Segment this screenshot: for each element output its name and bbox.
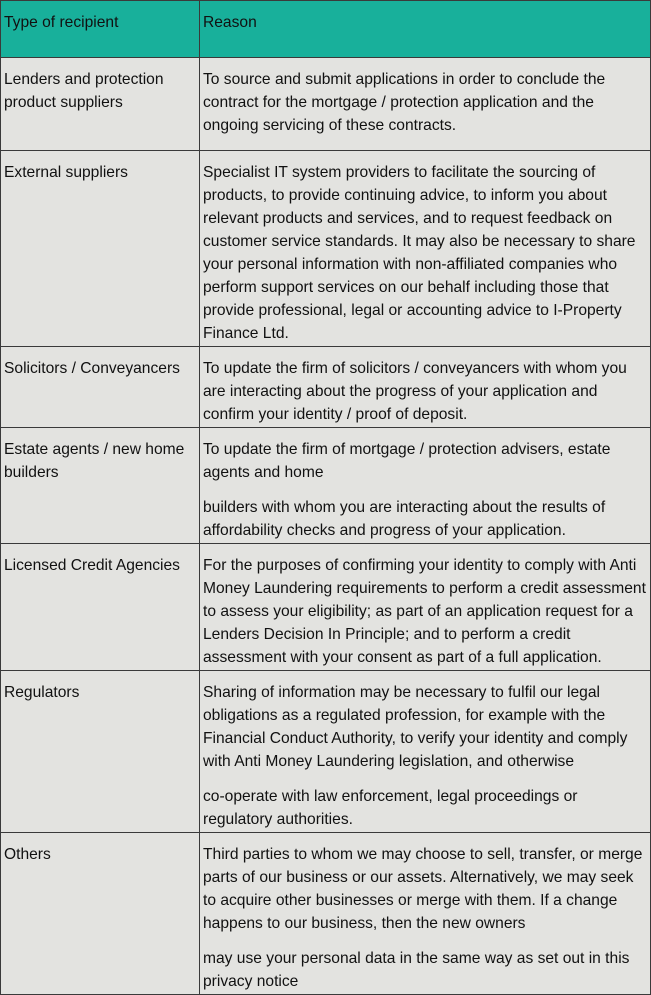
reason-cell: [200, 671, 651, 833]
header-reason: Reason: [200, 1, 651, 58]
table-row: [1, 544, 651, 671]
reason-paragraph: For the purposes of confirming your identity to comply with Anti Money Laundering requirements to perform a credit assessment to assess your eligibility; as part of an application request for a Lenders Decision In Principle; and to perform a credit assessment with your consent as part of a full application.: [203, 557, 646, 666]
recipient-cell: Others: [1, 833, 200, 995]
reason-paragraph: To update the firm of mortgage / protection advisers, estate agents and home: [203, 441, 611, 481]
table-row: [1, 58, 651, 151]
recipient-cell: Solicitors / Conveyancers: [1, 347, 200, 428]
reason-paragraph: To source and submit applications in order to conclude the contract for the mortgage / protection application and the ongoing servicing of these contracts.: [203, 71, 606, 134]
header-type-of-recipient: Type of recipient: [1, 1, 200, 58]
reason-paragraph: To update the firm of solicitors / conveyancers with whom you are interacting about the progress of your application and confirm your identity / proof of deposit.: [203, 360, 627, 423]
table-row: [1, 671, 651, 833]
reason-cell: [200, 347, 651, 428]
reason-paragraph: Specialist IT system providers to facilitate the sourcing of products, to provide continuing advice, to inform you about relevant products and services, and to request feedback on customer service standards. It may also be necessary to share your personal information with non-affiliated companies who perform support services on our behalf including those that provide professional, legal or accounting advice to I-Property Finance Ltd.: [203, 164, 636, 342]
reason-paragraph: may use your personal data in the same way as set out in this privacy notice: [203, 950, 630, 990]
recipient-cell: External suppliers: [1, 151, 200, 347]
table-header-row: [1, 1, 651, 58]
reason-cell: [200, 58, 651, 151]
reason-cell: [200, 428, 651, 544]
recipient-cell: Lenders and protection product suppliers: [1, 58, 200, 151]
table-row: [1, 347, 651, 428]
reason-paragraph: co-operate with law enforcement, legal proceedings or regulatory authorities.: [203, 788, 578, 828]
recipient-cell: Regulators: [1, 671, 200, 833]
reason-cell: [200, 833, 651, 995]
reason-paragraph: Sharing of information may be necessary to fulfil our legal obligations as a regulated profession, for example with the Financial Conduct Authority, to verify your identity and comply with Anti Money Laundering legislation, and otherwise: [203, 684, 628, 770]
recipient-cell: Estate agents / new home builders: [1, 428, 200, 544]
recipient-cell: Licensed Credit Agencies: [1, 544, 200, 671]
table-row: [1, 833, 651, 995]
table-row: [1, 151, 651, 347]
reason-cell: [200, 151, 651, 347]
reason-cell: [200, 544, 651, 671]
reason-paragraph: Third parties to whom we may choose to sell, transfer, or merge parts of our business or our assets. Alternatively, we may seek to acquire other businesses or merge with them. If a change happens to our business, then the new owners: [203, 846, 643, 932]
table-row: [1, 428, 651, 544]
reason-paragraph: builders with whom you are interacting about the results of affordability checks and progress of your application.: [203, 499, 606, 539]
